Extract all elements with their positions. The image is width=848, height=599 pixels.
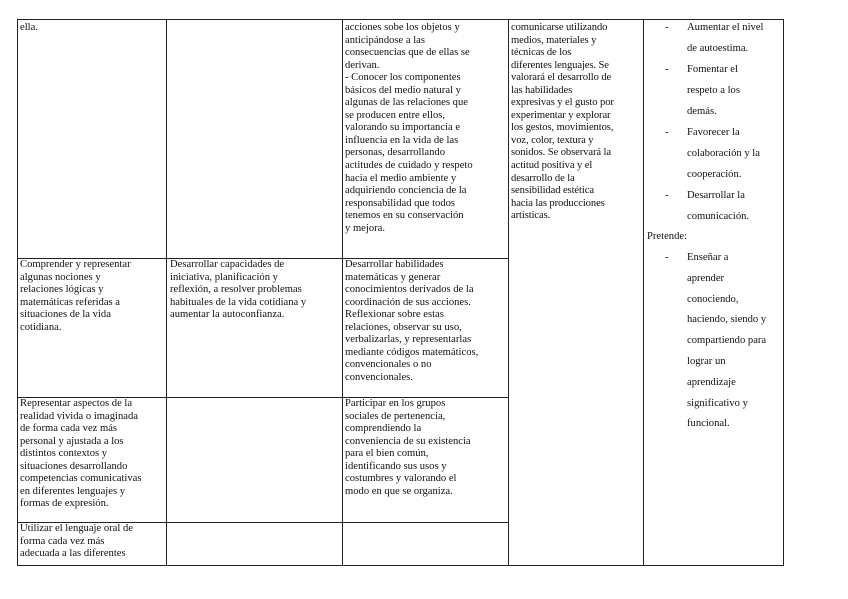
bullet-dash: -	[665, 127, 669, 138]
bullet-item	[645, 248, 785, 438]
table-border-left	[17, 19, 18, 566]
table-cell-r1-c3: acciones sobe los objetos y anticipándose a las consecuencias que de ellas se derivan. - Conocer los componentes básicos del medio natural y algunas de las relaciones que se producen entre ellos, valorando su importancia e influencia en la vida de las personas, desarrollando actitudes de cuidado y respeto hacia el medio ambiente y adquiriendo conciencia de la responsabilidad que todos tenemos en su conservación y mejora.	[345, 22, 473, 234]
table-cell-r4-c1: Utilizar el lenguaje oral de forma cada vez más adecuada a las diferentes	[20, 523, 133, 560]
table-cell-r3-c3: Participar en los grupos sociales de pertenencia, comprendiendo la conveniencia de su existencia para el bien común, identificando sus usos y costumbres y valorando el modo en que se organiza.	[345, 398, 471, 497]
bullet-item	[645, 186, 785, 228]
bullet-item	[645, 60, 785, 123]
bullet-text: Desarrollar la comunicación.	[687, 190, 750, 222]
table-border-bottom	[17, 565, 784, 566]
table-cell-r2-c2: Desarrollar capacidades de iniciativa, planificación y reflexión, a resolver problemas habituales de la vida cotidiana y aumentar la autoconfianza.	[170, 259, 307, 321]
bullet-text: Enseñar a aprender conociendo, haciendo, siendo y compartiendo para lograr un aprendizaje significativo y funcional.	[687, 252, 767, 430]
column-divider	[166, 19, 167, 566]
bullet-dash: -	[665, 64, 669, 75]
column-divider	[643, 19, 644, 566]
bullet-text: Fomentar el respeto a los demás.	[687, 64, 740, 117]
bullet-item	[645, 18, 785, 60]
bullet-dash: -	[665, 22, 669, 33]
table-cell-r2-c3: Desarrollar habilidades matemáticas y generar conocimientos derivados de la coordinación de sus acciones. Reflexionar sobre estas relaciones, observar su uso, verbalizarlas, y representarlas mediante códigos matemáticos, convencionales o no convencionales.	[345, 259, 479, 383]
pretende-label: Pretende:	[647, 231, 688, 242]
table-cell-c4-evaluation: comunicarse utilizando medios, materiales y técnicas de los diferentes lenguajes. Se valorará el desarrollo de las habilidades expresivas y el gusto por experimentar y explorar los gestos, movimientos, voz, color, textura y sonidos. Se observará la actitud positiva y el desarrollo de la sensibilidad estética hacia las producciones artísticas.	[511, 22, 614, 222]
table-cell-r1-c1: ella.	[20, 22, 38, 33]
bullet-dash: -	[665, 252, 669, 263]
column-divider	[508, 19, 509, 566]
bullet-text: Favorecer la colaboración y la cooperación.	[687, 127, 760, 180]
bullet-item	[645, 123, 785, 186]
bullet-dash: -	[665, 190, 669, 201]
bullet-text: Aumentar el nivel de autoestima.	[687, 22, 764, 54]
table-cell-r3-c1: Representar aspectos de la realidad vivida o imaginada de forma cada vez más personal y ajustada a los distintos contextos y situaciones desarrollando competencias comunicativas en diferentes lenguajes y formas de expresión.	[20, 398, 142, 510]
column-divider	[342, 19, 343, 566]
table-cell-r2-c1: Comprender y representar algunas nociones y relaciones lógicas y matemáticas referidas a situaciones de la vida cotidiana.	[20, 259, 131, 333]
